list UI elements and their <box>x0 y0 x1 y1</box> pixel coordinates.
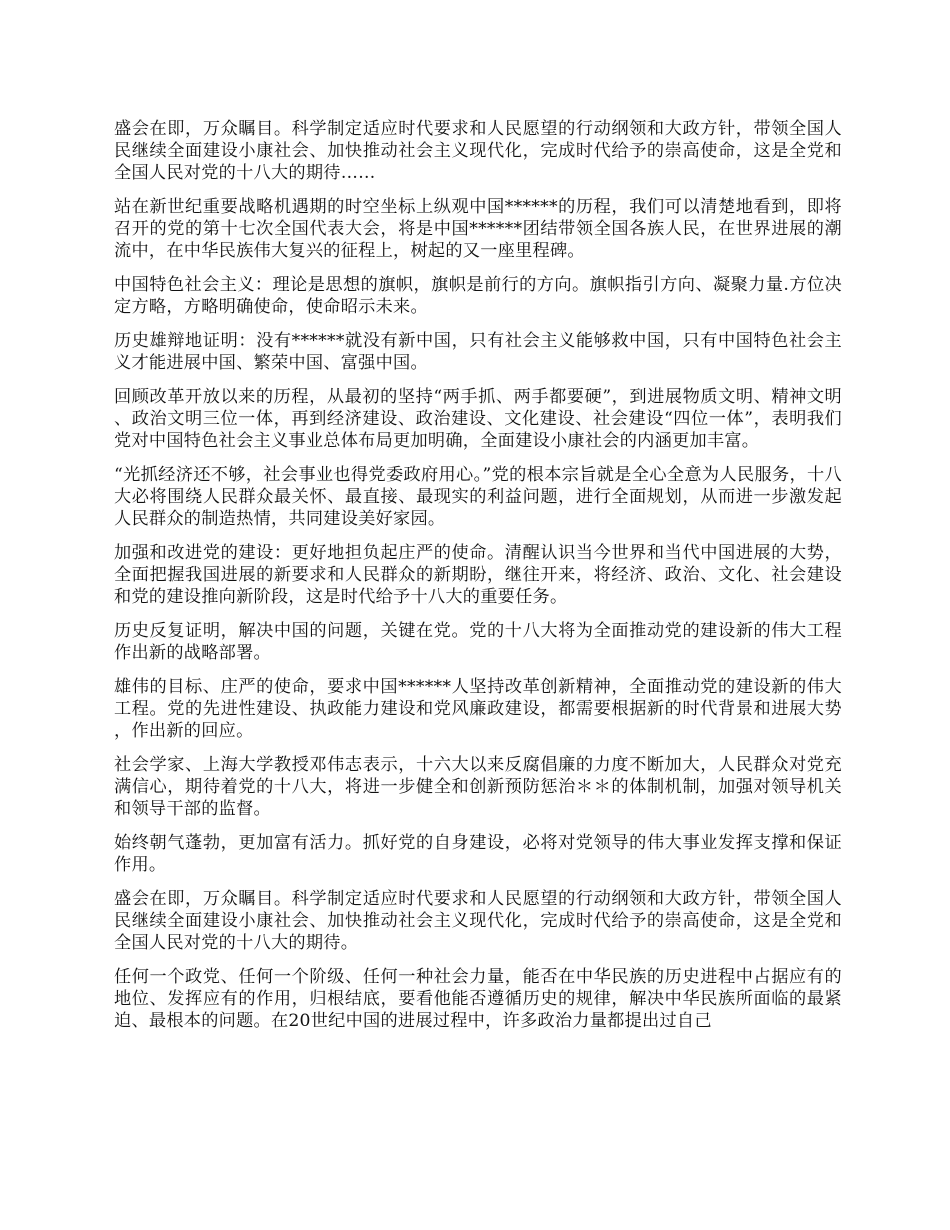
paragraph-1: 盛会在即，万众瞩目。科学制定适应时代要求和人民愿望的行动纲领和大政方针，带领全国人民继续全面建设小康社会、加快推动社会主义现代化，完成时代给予的崇高使命，这是全党和全国人民对党的十八大的期待…… <box>114 119 842 183</box>
paragraph-12: 盛会在即，万众瞩目。科学制定适应时代要求和人民愿望的行动纲领和大政方针，带领全国人民继续全面建设小康社会、加快推动社会主义现代化，完成时代给予的崇高使命，这是全党和全国人民对党的十八大的期待。 <box>114 889 842 953</box>
paragraph-3: 中国特色社会主义：理论是思想的旗帜，旗帜是前行的方向。旗帜指引方向、凝聚力量.方位决定方略，方略明确使命，使命昭示未来。 <box>114 275 842 317</box>
paragraph-9: 雄伟的目标、庄严的使命，要求中国******人坚持改革创新精神，全面推动党的建设新的伟大工程。党的先进性建设、执政能力建设和党风廉政建设，都需要根据新的时代背景和进展大势，作出新的回应。 <box>114 677 842 741</box>
paragraph-5: 回顾改革开放以来的历程，从最初的坚持“两手抓、两手都要硬”，到进展物质文明、精神文明、政治文明三位一体，再到经济建设、政治建设、文化建设、社会建设“四位一体”，表明我们党对中国特色社会主义事业总体布局更加明确，全面建设小康社会的内涵更加丰富。 <box>114 387 842 451</box>
document-body <box>114 118 842 1044</box>
paragraph-2: 站在新世纪重要战略机遇期的时空坐标上纵观中国******的历程，我们可以清楚地看到，即将召开的党的第十七次全国代表大会，将是中国******团结带领全国各族人民，在世界进展的潮流中，在中华民族伟大复兴的征程上，树起的又一座里程碑。 <box>114 197 842 261</box>
paragraph-7: 加强和改进党的建设：更好地担负起庄严的使命。清醒认识当今世界和当代中国进展的大势，全面把握我国进展的新要求和人民群众的新期盼，继往开来，将经济、政治、文化、社会建设和党的建设推向新阶段，这是时代给予十八大的重要任务。 <box>114 543 842 607</box>
paragraph-8: 历史反复证明，解决中国的问题，关键在党。党的十八大将为全面推动党的建设新的伟大工程作出新的战略部署。 <box>114 621 842 663</box>
paragraph-6: “光抓经济还不够，社会事业也得党委政府用心。”党的根本宗旨就是全心全意为人民服务，十八大必将围绕人民群众最关怀、最直接、最现实的利益问题，进行全面规划，从而进一步激发起人民群众的制造热情，共同建设美好家园。 <box>114 465 842 529</box>
paragraph-13: 任何一个政党、任何一个阶级、任何一种社会力量，能否在中华民族的历史进程中占据应有的地位、发挥应有的作用，归根结底，要看他能否遵循历史的规律，解决中华民族所面临的最紧迫、最根本的问题。在20世纪中国的进展过程中，许多政治力量都提出过自己 <box>114 967 842 1031</box>
paragraph-11: 始终朝气蓬勃，更加富有活力。抓好党的自身建设，必将对党领导的伟大事业发挥支撑和保证作用。 <box>114 833 842 875</box>
paragraph-10: 社会学家、上海大学教授邓伟志表示，十六大以来反腐倡廉的力度不断加大，人民群众对党充满信心，期待着党的十八大，将进一步健全和创新预防惩治＊＊的体制机制，加强对领导机关和领导干部的监督。 <box>114 755 842 819</box>
paragraph-4: 历史雄辩地证明：没有******就没有新中国，只有社会主义能够救中国，只有中国特色社会主义才能进展中国、繁荣中国、富强中国。 <box>114 331 842 373</box>
